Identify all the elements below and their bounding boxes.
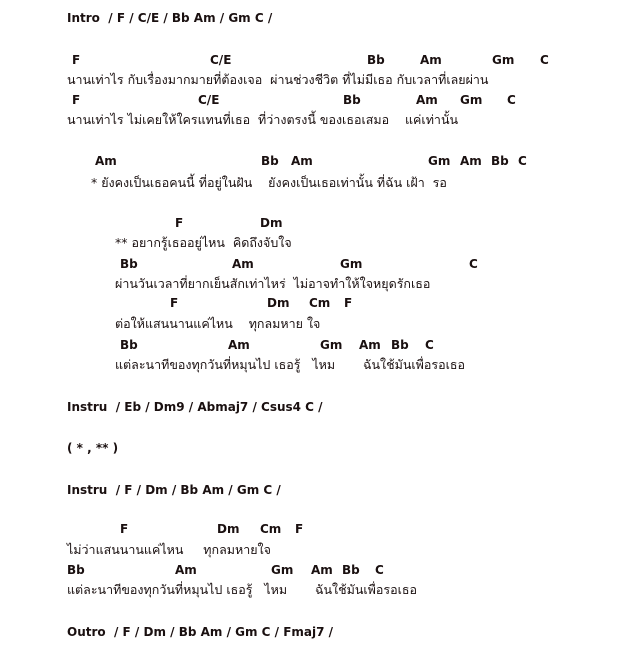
chord: Bb xyxy=(261,154,279,168)
chord: C xyxy=(518,154,527,168)
outro-line: Outro / F / Dm / Bb Am / Gm C / Fmaj7 / xyxy=(67,625,334,639)
chord: Bb xyxy=(67,563,85,577)
chord: Bb xyxy=(367,53,385,67)
chord: C xyxy=(507,93,516,107)
chord: Cm xyxy=(309,296,331,310)
lyric-line: ผ่านวันเวลาที่ยากเย็นสักเท่าไหร่ ไม่อาจทำให้ใจหยุดรักเธอ xyxy=(115,276,431,291)
chord: Gm xyxy=(271,563,294,577)
lyric-line: แต่ละนาทีของทุกวันที่หมุนไป เธอรู้ ไหม ฉันใช้มันเพื่อรอเธอ xyxy=(67,582,418,597)
chord: Gm xyxy=(340,257,363,271)
chord: Cm xyxy=(260,522,282,536)
repeat-marker: ( * , ** ) xyxy=(67,441,119,455)
chord: Bb xyxy=(343,93,361,107)
chord: Am xyxy=(228,338,250,352)
chord: Bb xyxy=(120,338,138,352)
lyric-line: แต่ละนาทีของทุกวันที่หมุนไป เธอรู้ ไหม ฉันใช้มันเพื่อรอเธอ xyxy=(115,357,466,372)
chord: F xyxy=(170,296,179,310)
chord: C xyxy=(375,563,384,577)
chord: Dm xyxy=(267,296,290,310)
chord: Bb xyxy=(391,338,409,352)
chord: C xyxy=(469,257,478,271)
chord: Am xyxy=(311,563,333,577)
chord: Bb xyxy=(120,257,138,271)
chord: Am xyxy=(291,154,313,168)
lyric-line: นานเท่าไร กับเรื่องมากมายที่ต้องเจอ ผ่านช่วงชีวิต ที่ไม่มีเธอ กับเวลาที่เลยผ่าน xyxy=(67,72,489,87)
chord: Am xyxy=(95,154,117,168)
chord: C xyxy=(540,53,549,67)
chord: Am xyxy=(232,257,254,271)
instrumental-line: Instru / Eb / Dm9 / Abmaj7 / Csus4 C / xyxy=(67,400,323,414)
lyric-line: นานเท่าไร ไม่เคยให้ใครแทนที่เธอ ที่ว่างตรงนี้ ของเธอเสมอ แค่เท่านั้น xyxy=(67,112,459,127)
chord: Am xyxy=(175,563,197,577)
chord: C/E xyxy=(198,93,220,107)
instrumental-line: Instru / F / Dm / Bb Am / Gm C / xyxy=(67,483,281,497)
chord: Bb xyxy=(491,154,509,168)
lyric-line: ** อยากรู้เธออยู่ไหน คิดถึงจับใจ xyxy=(115,235,292,250)
chord: Am xyxy=(416,93,438,107)
lyric-line: * ยังคงเป็นเธอคนนี้ ที่อยู่ในฝัน ยังคงเป็นเธอเท่านั้น ที่ฉัน เฝ้า รอ xyxy=(91,175,447,190)
chord: Gm xyxy=(320,338,343,352)
chord: Dm xyxy=(260,216,283,230)
chord: Am xyxy=(359,338,381,352)
chord: Bb xyxy=(342,563,360,577)
chord: F xyxy=(120,522,129,536)
chord: F xyxy=(72,93,81,107)
chord: F xyxy=(72,53,81,67)
chord: F xyxy=(175,216,184,230)
chord: Dm xyxy=(217,522,240,536)
chord: C/E xyxy=(210,53,232,67)
chord: Gm xyxy=(428,154,451,168)
lyric-line: ไม่ว่าแสนนานแค่ไหน ทุกลมหายใจ xyxy=(67,542,271,557)
chord: Gm xyxy=(492,53,515,67)
lyric-line: ต่อให้แสนนานแค่ไหน ทุกลมหาย ใจ xyxy=(115,316,321,331)
chord: Am xyxy=(460,154,482,168)
chord: C xyxy=(425,338,434,352)
chord: F xyxy=(295,522,304,536)
chord: Gm xyxy=(460,93,483,107)
intro-line: Intro / F / C/E / Bb Am / Gm C / xyxy=(67,11,273,25)
chord: F xyxy=(344,296,353,310)
chord: Am xyxy=(420,53,442,67)
